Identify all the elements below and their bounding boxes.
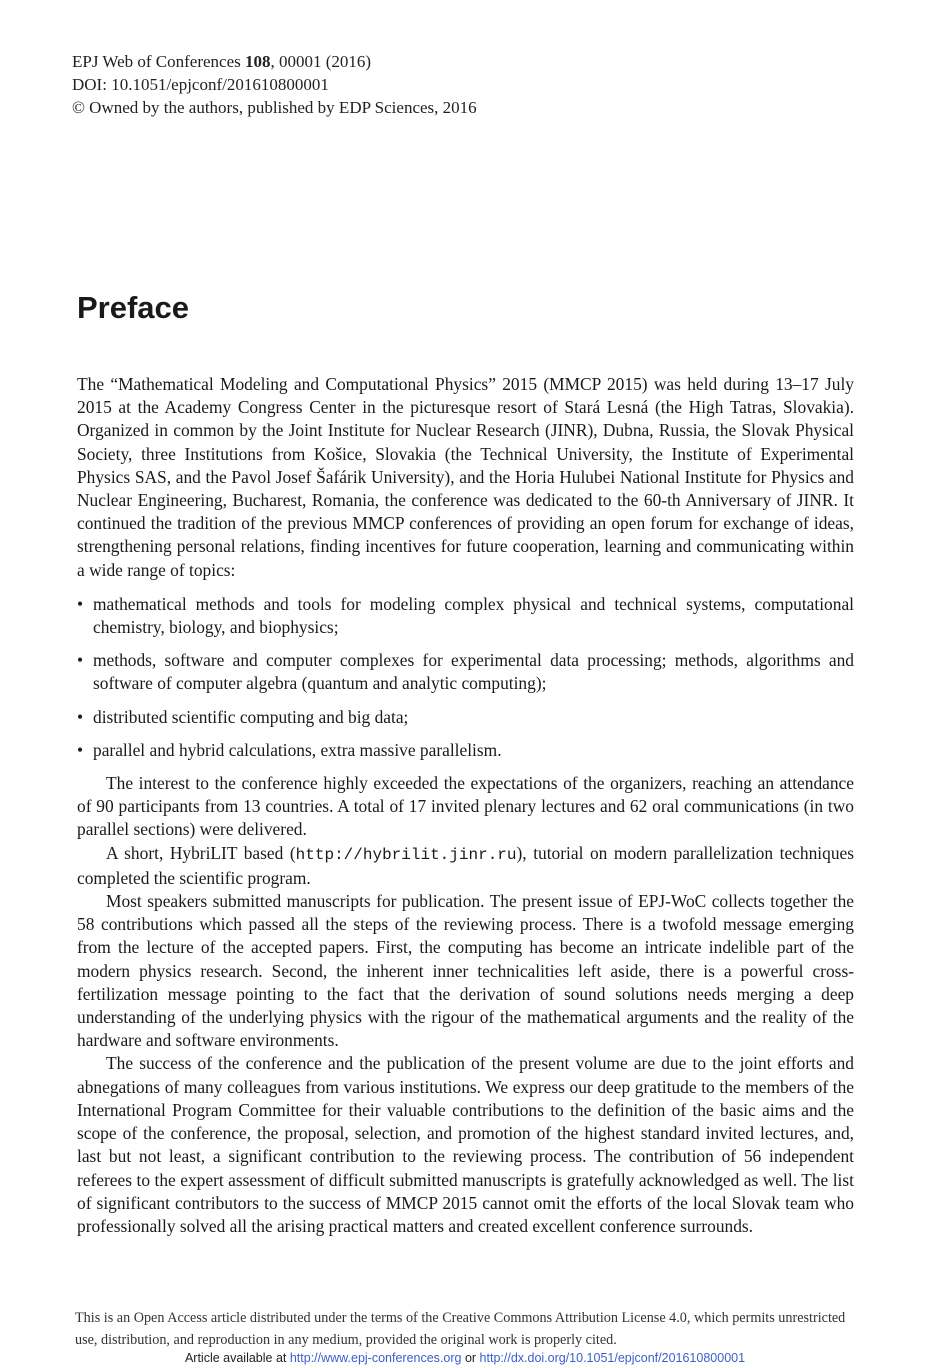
list-item: • methods, software and computer complexes for experimental data processing; methods, algorithms and software of computer algebra (quantum and analytic computing); xyxy=(77,650,854,694)
bullet-icon: • xyxy=(77,650,84,671)
journal-citation: EPJ Web of Conferences 108, 00001 (2016) xyxy=(72,52,372,71)
topics-list xyxy=(77,593,854,762)
list-item: • distributed scientific computing and big data; xyxy=(77,706,854,729)
doi-link[interactable]: http://dx.doi.org/10.1051/epjconf/201610800001 xyxy=(479,1351,746,1365)
bullet-icon: • xyxy=(77,706,84,727)
tutorial-paragraph: A short, HybriLIT based (http://hybrilit.jinr.ru), tutorial on modern parallelization techniques completed the scientific program. xyxy=(77,842,854,888)
manuscripts-paragraph: Most speakers submitted manuscripts for publication. The present issue of EPJ-WoC collects together the 58 contributions which passed all the steps of the reviewing process. There is a twofold message emerging from the lecture of the accepted papers. First, the computing has become an intricate indelible part of the modern physics research. Second, the inherent inner technicalities left aside, there is a powerful cross-fertilization message pointing to the fact that the derivation of sound solutions needs merging a deep understanding of the underlying physics with the rigour of the mathematical arguments and the reality of the hardware and software environments. xyxy=(77,891,854,1051)
bullet-icon: • xyxy=(77,593,84,614)
page-title: Preface xyxy=(77,290,190,325)
attendance-paragraph: The interest to the conference highly exceeded the expectations of the organizers, reaching an attendance of 90 participants from 13 countries. A total of 17 invited plenary lectures and 62 oral communications (in two parallel sections) were delivered. xyxy=(77,773,854,840)
bullet-icon: • xyxy=(77,739,84,760)
intro-paragraph: The “Mathematical Modeling and Computational Physics” 2015 (MMCP 2015) was held during 13–17 July 2015 at the Academy Congress Center in the picturesque resort of Stará Lesná (the High Tatras, Slovakia). Organized in common by the Joint Institute for Nuclear Research (JINR), Dubna, Russia, the Slovak Physical Society, three Institutions from Košice, Slovakia (the Technical University, the Institute of Experimental Physics SAS, and the Pavol Josef Šafárik University), and the Horia Hulubei National Institute for Physics and Nuclear Engineering, Bucharest, Romania, the conference was dedicated to the 60-th Anniversary of JINR. It continued the tradition of the previous MMCP conferences of providing an open forum for exchange of ideas, strengthening personal relations, finding incentives for future cooperation, learning and communicating within a wide range of topics: xyxy=(77,374,854,580)
article-body xyxy=(77,373,854,1238)
doi-line: DOI: 10.1051/epjconf/201610800001 xyxy=(72,75,329,94)
acknowledgement-paragraph: The success of the conference and the publication of the present volume are due to the joint efforts and abnegations of many colleagues from various institutions. We express our deep gratitude to the members of the International Program Committee for their valuable contributions to the definition of the basic aims and the scope of the conference, the proposal, selection, and promotion of the highest standard invited lectures, and, last but not least, a significant contribution to the reviewing process. The contribution of 56 independent referees to the expert assessment of difficult submitted manuscripts is gratefully acknowledged as well. The list of significant contributors to the success of MMCP 2015 cannot omit the efforts of the local Slovak team who professionally solved all the arising practical matters and created excellent conference surrounds. xyxy=(77,1053,854,1236)
journal-header xyxy=(72,50,477,119)
list-item: • parallel and hybrid calculations, extra massive parallelism. xyxy=(77,739,854,762)
copyright-line: © Owned by the authors, published by EDP Sciences, 2016 xyxy=(72,98,477,117)
hybrilit-url: http://hybrilit.jinr.ru xyxy=(295,845,517,864)
volume-number: 108 xyxy=(245,52,271,71)
article-availability-footer: Article available at http://www.epj-conferences.org or http://dx.doi.org/10.1051/epjconf/201610800001 xyxy=(184,1351,746,1365)
license-notice: This is an Open Access article distributed under the terms of the Creative Commons Attribution License 4.0, which permits unrestricted use, distribution, and reproduction in any medium, provided the original work is properly cited. xyxy=(75,1310,846,1348)
list-item: • mathematical methods and tools for modeling complex physical and technical systems, computational chemistry, biology, and biophysics; xyxy=(77,593,854,638)
epj-conferences-link[interactable]: http://www.epj-conferences.org xyxy=(289,1351,462,1365)
